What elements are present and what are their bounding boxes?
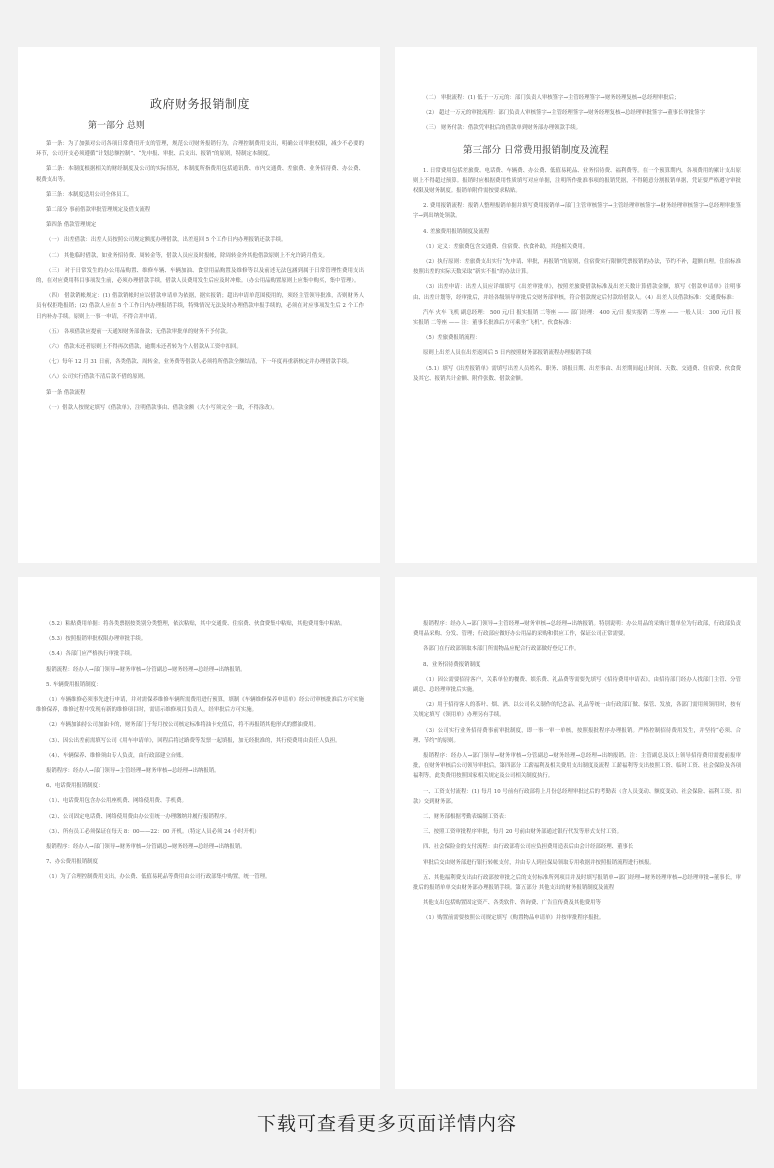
document-page-1 (18, 47, 380, 563)
document-page-3 (18, 577, 380, 1089)
paragraph: （3）出差申请：出差人员应详细填写《出差审批单》，按照差旅费借款标准及出差天数计算借款金额，填写《借款申请单》注明事由、出差计划等，经审批后，并经各级领导审批后交财务部审核，符合借款规定后付款给借款人。（4）出差人员借款标准：交通费标准： (413, 284, 741, 301)
paragraph: （5）差旅费报销流程： (423, 335, 481, 342)
paragraph: （1）为了合理控制费用支出，办公费、低值易耗品等费用由公司行政部集中购置，统一管理。 (46, 874, 271, 881)
paragraph: （1）定义：差旅费包含交通费、住宿费、伙食补助，其他相关费用。 (423, 243, 589, 250)
paragraph: （3）、所有员工必须保证在每天 8：00——22：00 开机。（特定人员必须 24 小时开机） (46, 828, 260, 835)
paragraph: 7、办公费用报销制度 (46, 859, 98, 866)
paragraph: 第四条 借款管理规定 (46, 222, 97, 229)
paragraph: 汽车 火车 飞机 副总经理： 500 元/日 报实报销 二等座 —— 部门经理： 400 元/日 报实报销 二等座 —— 一般人员： 300 元/日 报实报销 二等座 —— 注：董事长批准后方可乘坐“飞机”。伙食标准： (413, 309, 741, 327)
paragraph: 1. 日常费用包括差旅费、电话费、车辆费、办公费、低值易耗品、业务招待费、福利费等。在一个预算期内，各项费用的累计支出原则上不得超过预算。报销时应根据费用性质填写对应单据，注明所作批准事项的报销凭据，不得随意分割报销单据，凭证要严格遵守审批权限及财务制度。报销单附件需按要求粘贴。 (413, 167, 741, 195)
paragraph: （七）每年 12 月 31 日前，各类借款、周转金，业务费等借款人必须将所借款全额结清，下一年度再重新核定并办理借款手续。 (46, 359, 353, 366)
part-heading: 第一部分 总则 (88, 121, 145, 131)
paragraph: （二） 审批流程：(1) 低于一万元的：部门负责人审核签字→主管经理签字→财务经理复核→总经理审批后； (423, 95, 680, 101)
paragraph: 报销流程：经办人→部门领导→财务审核→分管副总→财务经理→总经理→出纳报销。 (46, 666, 246, 673)
paragraph: （3）公司实行业务招待费事前审批制度，即一事一审一单核，按照报批程序办理报销。严格控制招待费用发生，并坚持“必须、合理、节约”的原则。 (413, 727, 741, 744)
paragraph: 第三条：本制度适用公司全体员工。 (46, 191, 133, 198)
paragraph: （2） 超过一万元的审批流程：部门负责人审核签字→主管经理签字→财务经理复核→总经理审批签字→董事长审批签字 (423, 110, 705, 117)
paragraph: （一） 出差借款：出差人员按照公司规定额度办理借款，出差返回 5 个工作日内办理报销还款手续。 (46, 237, 287, 244)
paragraph: 6、电话费用报销制度： (46, 783, 104, 790)
paragraph: （三） 财务付款：借款凭审批后的借款单到财务部办理领款手续。 (423, 125, 582, 132)
paragraph: （2）执行原则：差旅费支出实行“先申请、审批，再报销”的原则，住宿费实行限额凭票报销的办法，节约不补，超额自理。住宿标准按照出差的实际天数采取“新实不报”的办法计算。 (413, 259, 741, 276)
paragraph: 二、财务部根据考勤表编制工资表： (423, 814, 510, 821)
paragraph: 第二部分 事前借款审批管理规定及借支流程 (46, 207, 151, 214)
paragraph: 报销程序：经办人→部门领导→主管经理→财务审核→总经理→出纳报销。 (46, 768, 220, 775)
paragraph: 报销程序：经办人→部门领导→财务审核→分管副总→财务经理→总经理→出纳报销。注：主管副总及以上领导招待费用需提前报审批，在财务审核后公司领导审批后，第四部分 工薪福利及相关费用支出制度及流程 工薪福利等支出按照工资、临时工资、社会保险及各项福利等，此类费用按照国家相关规定及公司相关制度执行。 (413, 753, 741, 780)
paragraph: 三、按照工资审批程序审批，每月 20 号前由财务部通过银行代发等形式支付工资。 (423, 829, 622, 836)
paragraph: （4）、车辆保养、维修须由专人负责，由行政部建立台账。 (46, 752, 187, 759)
paragraph: （五） 各项借款应提前一天通知财务部备款；无借款审批单的财务不予付款。 (46, 328, 231, 335)
paragraph: （1）、电话费用包含办公用座机费、网络使用费、手机费。 (46, 798, 187, 805)
paragraph: 报销程序：经办人→部门领导→财务审核→分管副总→财务经理→总经理→出纳报销。 (46, 844, 246, 851)
paragraph: （2）、公司固定电话费、网络使用费由办公室统一办理缴纳并履行报销程序。 (46, 813, 231, 820)
paragraph: 各部门在行政部领取本部门所需物品应配合行政部做好登记工作。 (423, 646, 580, 653)
page-1-body (36, 139, 364, 413)
paragraph: 第一条：为了加强对公司各项日常费用开支的管理，规范公司财务报销行为，合理控制费用支出，明确公司审批权限，减少不必要的环节，公司开支必须遵循“计划总额控制”、“先申报、审批、后支出、报销”的原则，特制定本制度。 (36, 141, 364, 158)
paragraph: 四、社会保险金的支付流程：由行政部将公司应负担费用造表后由会计经部经理、董事长 (423, 844, 634, 851)
paragraph: （1）因公需要招待客户，关系单位的餐费、娱乐费、礼品费等需要先填写《招待费用申请表》，由招待部门经办人找部门主管、分管副总、总经理审批后实施。 (413, 676, 741, 694)
paragraph: 8、业务招待费报销制度 (423, 661, 481, 668)
paragraph: （2）用于招待客人的茶叶、烟、酒、以公司名义制作的纪念品、礼品等统一由行政部订做、保管、发放，各部门需用须领用时，按有关规定填写《领用单》办理另有手续。 (413, 702, 741, 719)
paragraph: 五、其他福利费支出由行政部按审批之后的支付标准所列项目并及时填写报销单→部门经理→财务经理审核→总经理审批→董事长，审批后的报销单单交由财务部办理报销手续。第五部分 其他支出的财务报销制度及流程 (413, 874, 741, 892)
paragraph: （5.4）各部门应严格执行审批手续。 (46, 651, 136, 658)
section-heading: 第三部分 日常费用报销制度及流程 (463, 144, 609, 156)
paragraph: 第二条：本制度根据相关的财经制度及公司的实际情况，本制度所指费用包括通讯费、市内交通费、差旅费、业务招待费、办公费、税费支出等。 (36, 166, 364, 183)
paragraph: （三） 对于日常发生的办公用品购置、维修车辆、车辆加油、食堂用品购置及维修等以及前述无法包涵到属于日常管理性费用支出的，在对应费用科目事项发生前，必须办理借款手续，借款人员费用发生后应及时冲账。（办公用品购置原则上应集中购买，集中管理）。 (36, 267, 364, 285)
paragraph: 审批后交由财务部进行银行转帐支付，并由专人到社保局领取专用收据并按照报销流程进行核报。 (423, 859, 655, 866)
paragraph: （5.3）按照报销审批权限办理审批手续。 (46, 636, 147, 643)
paragraph: （二） 其他临时借款，如业务招待费、周转金等，借款人员应及时报帐，除周转金外其他借款原则上不允许跨月借支。 (46, 252, 329, 259)
paragraph: （一）借款人按规定填写《借款单》，注明借款事由、借款金额（大小写须完全一致，不得涂改）。 (46, 404, 278, 411)
paragraph: 一、工资支付流程：(1) 每月 10 号前有行政部将上月份总经理审批过后的考勤表（含人员变动、额度变动、社会保险、福利工资、扣款）交到财务部。 (413, 788, 741, 805)
paragraph: 原则上出差人员在出差返回后 5 日内按照财务部报销流程办理报销手续 (423, 350, 592, 357)
paragraph: （5.2）粘贴费用单据：将各类票据按类别分类整理，依次粘贴，其中交通费、住宿费、伙食费集中粘贴，其他费用集中粘贴。 (46, 621, 346, 627)
paragraph: （1）车辆维修必须事先进行申请，并对需保养维修车辆所需费用进行预算，填制《车辆维修保养申请单》经公司审核批准后方可实施维修保养，维修过程中发现有新的维修项目时，需请示维修项目负责人，经审批后方可实施。 (36, 697, 364, 714)
paragraph: （六） 借款未还者原则上不得再次借款，逾期未还者转为个人借款从工资中扣回。 (46, 344, 242, 351)
paragraph: 第一条 借款流程 (46, 389, 86, 396)
paragraph: 其他支出包括购置固定资产、各类软件、咨询费、广告宣传费及其他费用等 (423, 900, 601, 907)
paragraph: 5. 车辆费用报销制度： (46, 681, 102, 688)
document-page-2 (395, 47, 757, 563)
paragraph: 2. 费用报销流程：报销人整理报销单据并填写费用报销单→部门主管审核签字→主管经理审核签字→财务经理审核签字→总经理审批签字→到出纳处领款。 (413, 203, 741, 220)
download-prompt-banner[interactable]: 下载可查看更多页面详情内容 (256, 1113, 517, 1135)
paragraph: （四） 借款销帐规定：(1) 借款销帐时应以借款申请单为依据，据实报销；超出申请单范围使用的，须经主管领导批准，否则财务人员有权拒绝报销；(2) 借款人应在 5 个工作日内办理报销手续，特殊情况无法及时办理借款申报手续的，必须在对应事项发生后 2 个工作日内补办手续。原则上一事一申请，不得合并申请。 (36, 293, 364, 320)
paragraph: 4. 差旅费用报销制度及流程 (423, 228, 490, 235)
document-title: 政府财务报销制度 (149, 97, 250, 111)
document-page-4 (395, 577, 757, 1089)
paragraph: （5.1）填写《出差报销单》需填写出差人员姓名、职务、填报日期、出差事由、出差期间起止时间、天数、交通费、住宿费、伙食费及其它、报销共计金额、附件张数、借款金额。 (413, 365, 741, 382)
paragraph: （2）车辆加油持公司加油卡的，财务部门于每月按公司核定标准将油卡充值后，将不再报销其他形式的燃油费用。 (46, 722, 319, 729)
paragraph: （3）、因公出差前需填写公司《用车申请单》，回程后将过路费等发票一起填报，加无经批准的，其行使费用由责任人负担。 (46, 737, 341, 744)
paragraph: （1）购置前需要按照公司规定填写《购置物品申请单》并按审批程序报批。 (423, 915, 605, 922)
paragraph: 报销程序：经办人→部门领导→主管经理→财务审核→总经理→出纳报销。特别说明：办公用品的采购计划单位为行政部，行政部负责费用品采购、分发、管理；行政部应做好办公用品的采购和供应工作，保证公司正常需要。 (413, 621, 741, 638)
paragraph: （八）公司实行借款不清后款不借的原则。 (46, 374, 149, 381)
